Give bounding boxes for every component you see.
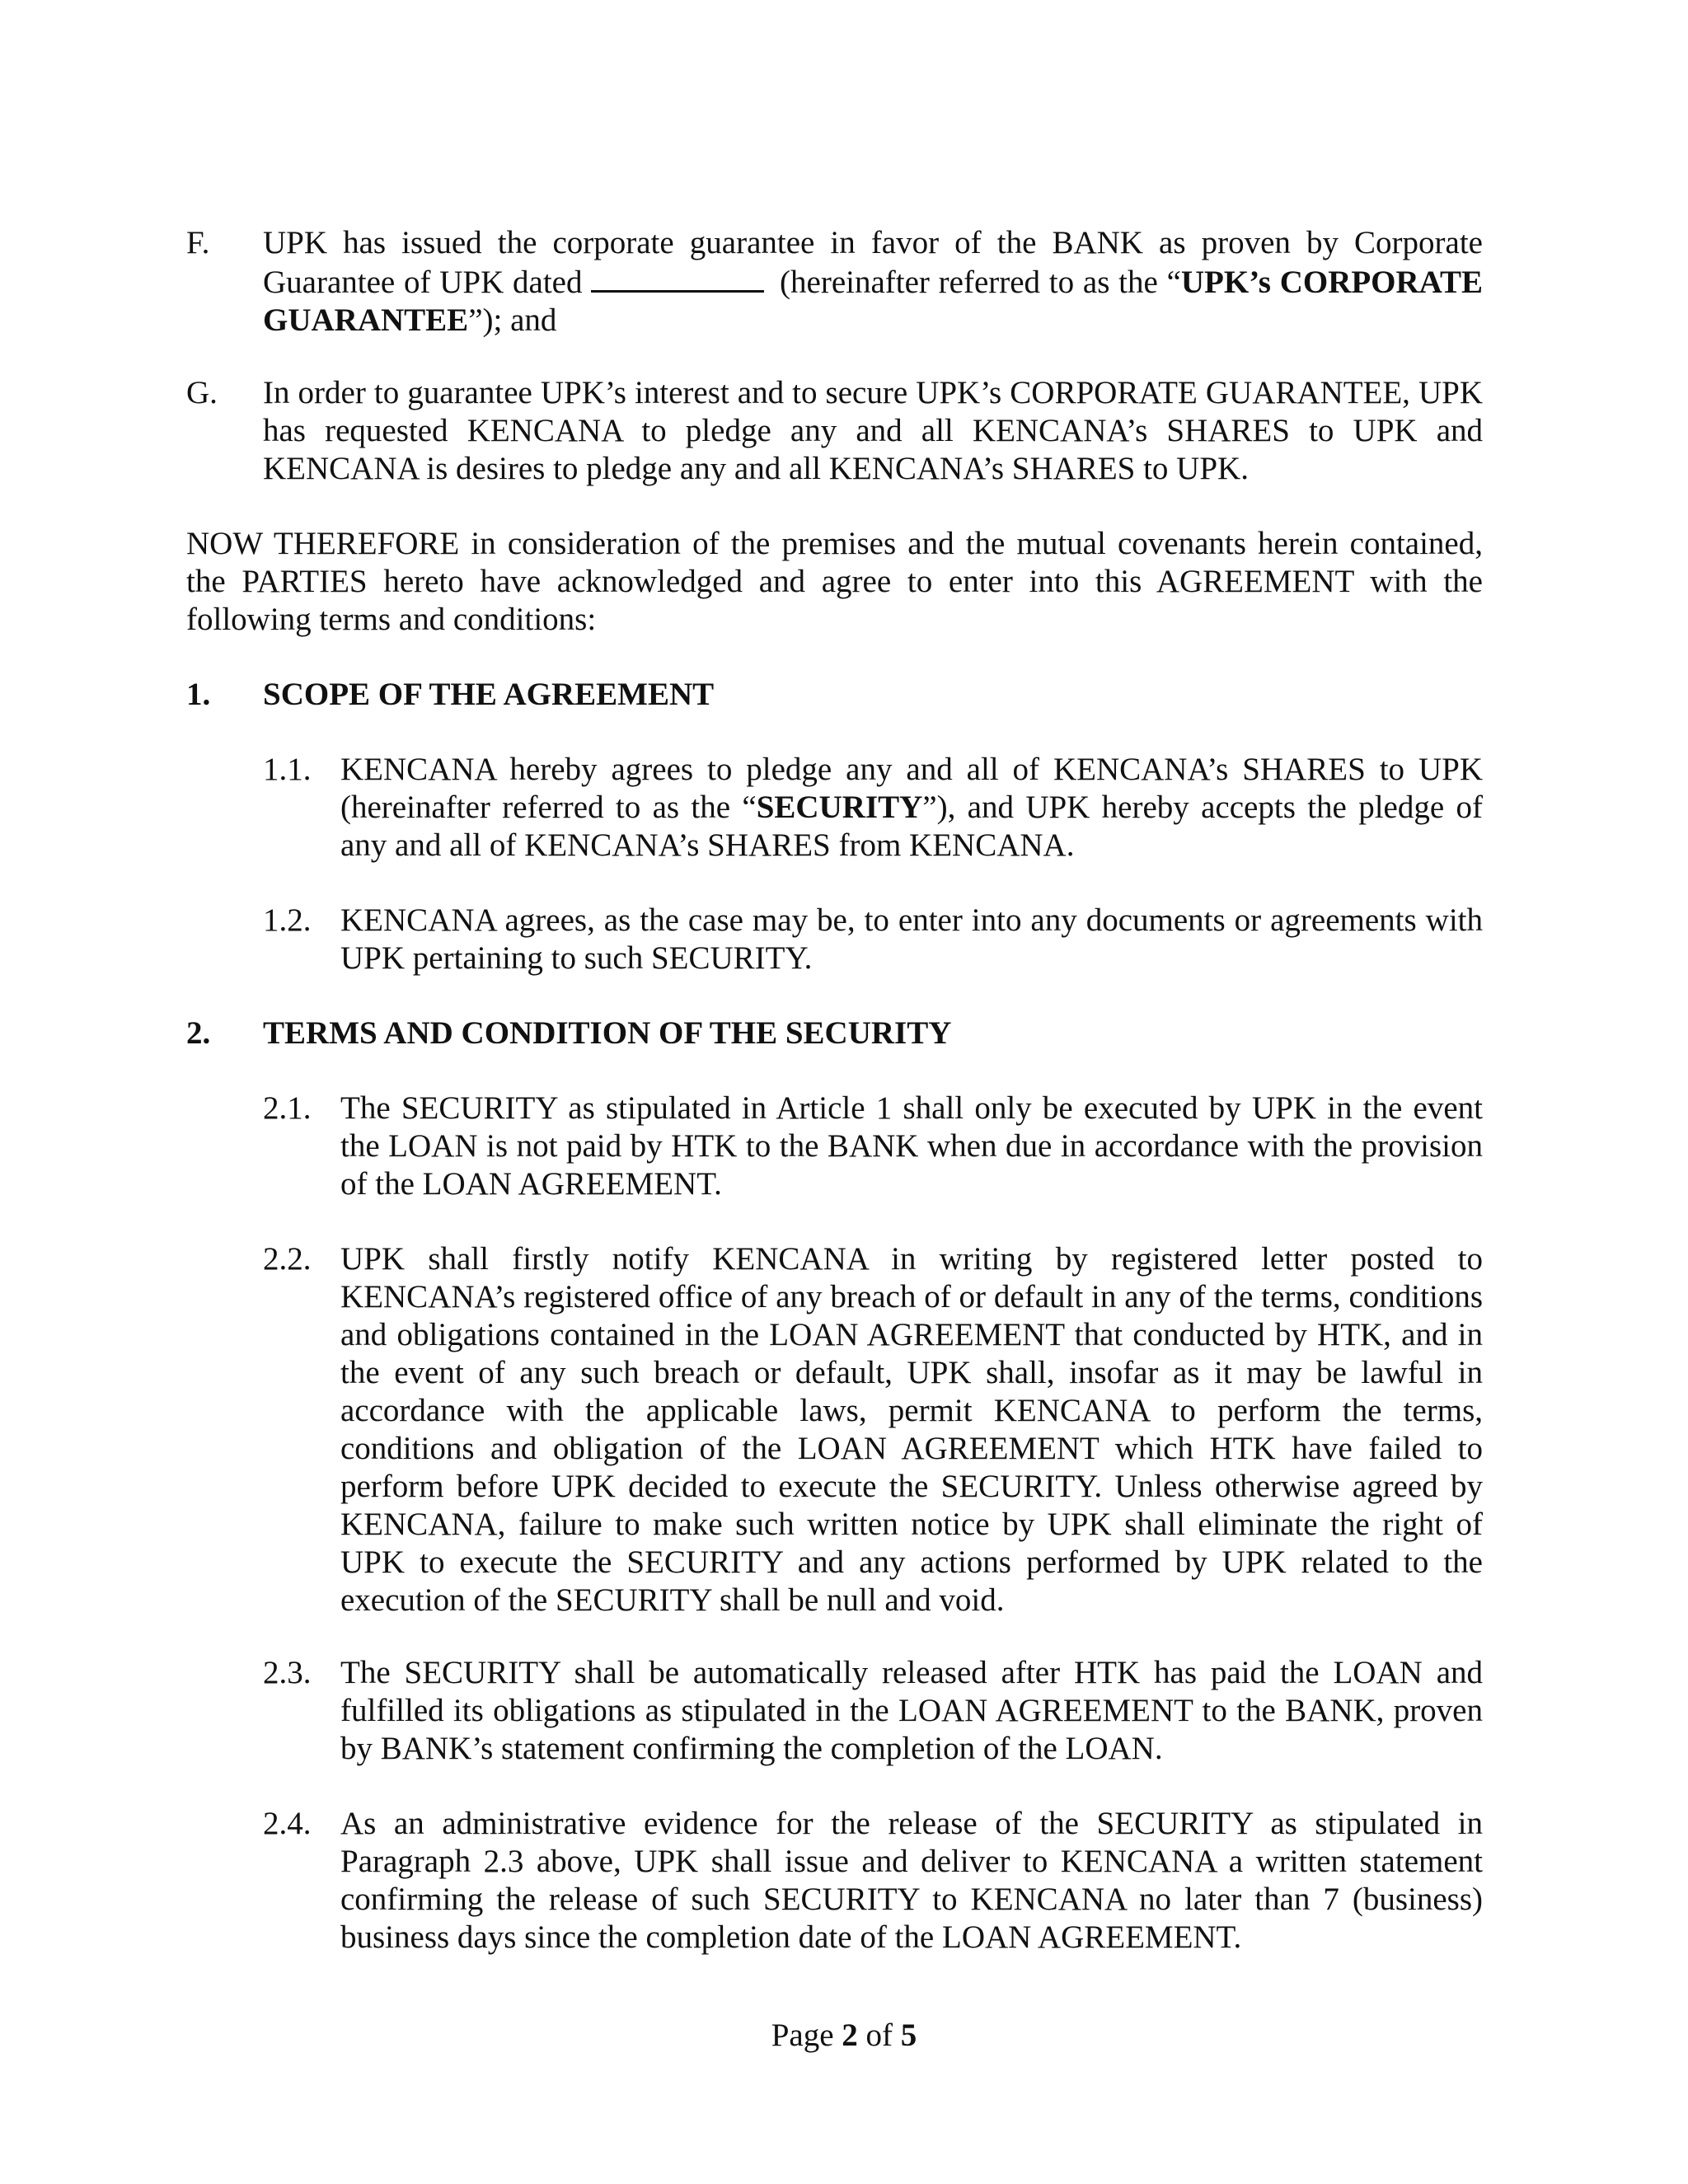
section-2-number: 2.	[186, 1015, 211, 1051]
paragraph-1-1-text-before: KENCANA hereby agrees to pledge any and all of KENCANA’s SHARES to UPK (hereinafter referred to as the “	[340, 752, 1483, 825]
recital-f-bold-term: UPK’s CORPORATE GUARANTEE	[263, 265, 1483, 338]
recital-f-text	[263, 224, 1483, 340]
section-1-title: SCOPE OF THE AGREEMENT	[263, 677, 715, 712]
now-therefore-paragraph: NOW THEREFORE in consideration of the premises and the mutual covenants herein contained, the PARTIES hereto have acknowledged and agree to enter into this AGREEMENT with the following terms and conditions:	[186, 526, 1483, 637]
page-total-number: 5	[900, 2018, 917, 2053]
section-2-title: TERMS AND CONDITION OF THE SECURITY	[263, 1015, 952, 1051]
paragraph-2-3-number: 2.3.	[263, 1655, 312, 1690]
recital-g-marker: G.	[186, 375, 218, 410]
recital-f-text-before: UPK has issued the corporate guarantee in favor of the BANK as proven by Corporate Guarantee of UPK dated	[263, 225, 1483, 300]
paragraph-1-1-text	[340, 751, 1483, 865]
section-1-number: 1.	[186, 677, 211, 712]
recital-g-text: In order to guarantee UPK’s interest and to secure UPK’s CORPORATE GUARANTEE, UPK has requested KENCANA to pledge any and all KENCANA’s SHARES to UPK and KENCANA is desires to pledge any and all KENCANA’s SHARES to UPK.	[263, 375, 1483, 486]
paragraph-1-1-text-after: ”), and UPK hereby accepts the pledge of any and all of KENCANA’s SHARES from KENCANA.	[340, 790, 1483, 863]
paragraph-1-2-number: 1.2.	[263, 902, 312, 938]
paragraph-2-3-text: The SECURITY shall be automatically released after HTK has paid the LOAN and fulfilled its obligations as stipulated in the LOAN AGREEMENT to the BANK, proven by BANK’s statement confirming the completion of the LOAN.	[340, 1655, 1483, 1766]
page-current-number: 2	[842, 2018, 858, 2053]
paragraph-2-4-number: 2.4.	[263, 1806, 312, 1841]
recital-f-text-after: (hereinafter referred to as the “	[771, 265, 1181, 300]
recital-f-marker: F.	[186, 225, 210, 260]
paragraph-2-2-text: UPK shall firstly notify KENCANA in writing by registered letter posted to KENCANA’s registered office of any breach of or default in any of the terms, conditions and obligations contained in the LOAN AGREEMENT that conducted by HTK, and in the event of any such breach or default, UPK shall, insofar as it may be lawful in accordance with the applicable laws, permit KENCANA to perform the terms, conditions and obligation of the LOAN AGREEMENT which HTK have failed to perform before UPK decided to execute the SECURITY. Unless otherwise agreed by KENCANA, failure to make such written notice by UPK shall eliminate the right of UPK to execute the SECURITY and any actions performed by UPK related to the execution of the SECURITY shall be null and void.	[340, 1241, 1483, 1618]
paragraph-2-1-text: The SECURITY as stipulated in Article 1 shall only be executed by UPK in the event the LOAN is not paid by HTK to the BANK when due in accordance with the provision of the LOAN AGREEMENT.	[340, 1090, 1483, 1202]
page-word: Page	[771, 2018, 834, 2053]
of-word: of	[865, 2018, 893, 2053]
paragraph-1-1-number: 1.1.	[263, 752, 312, 787]
paragraph-2-4-text: As an administrative evidence for the release of the SECURITY as stipulated in Paragraph 2.3 above, UPK shall issue and deliver to KENCANA a written statement confirming the release of such SECURITY to KENCANA no later than 7 (business) business days since the completion date of the LOAN AGREEMENT.	[340, 1806, 1483, 1955]
paragraph-2-1-number: 2.1.	[263, 1090, 312, 1126]
paragraph-2-2-number: 2.2.	[263, 1241, 312, 1277]
recital-f-text-end: ”); and	[468, 302, 557, 338]
page-footer	[0, 2017, 1688, 2055]
paragraph-1-2-text: KENCANA agrees, as the case may be, to enter into any documents or agreements with UPK pertaining to such SECURITY.	[340, 902, 1483, 976]
date-blank-line	[591, 262, 764, 293]
paragraph-1-1-bold-term: SECURITY	[756, 790, 923, 825]
